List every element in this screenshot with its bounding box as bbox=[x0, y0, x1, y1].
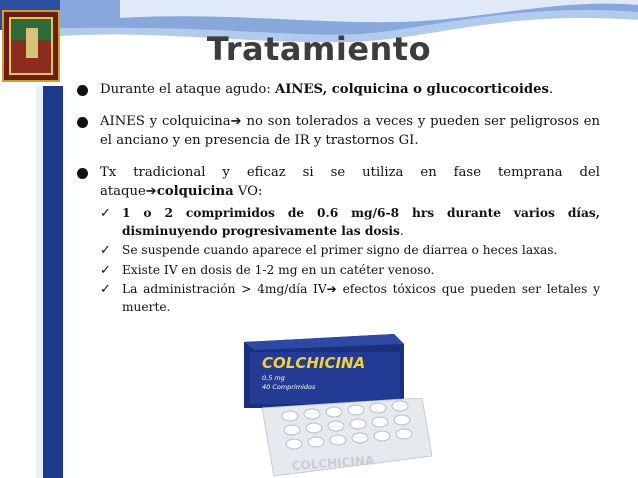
blister-product-text: COLCHICINA bbox=[291, 453, 375, 473]
checkmark-icon: ✓ bbox=[100, 282, 111, 297]
bullet-text-end: . bbox=[548, 82, 554, 97]
bullet-text: Durante el ataque agudo: bbox=[100, 82, 276, 97]
subbullet-iv bbox=[78, 262, 600, 280]
subbullet-toxic bbox=[78, 281, 600, 316]
slide-content bbox=[78, 80, 600, 316]
bullet-dot-icon bbox=[77, 168, 88, 179]
subbullet-suspend bbox=[78, 242, 600, 260]
subbullet-text: Existe IV en dosis de 1-2 mg en un catéter venoso. bbox=[122, 262, 435, 277]
bullet-dot-icon bbox=[77, 117, 88, 128]
checkmark-icon: ✓ bbox=[100, 262, 111, 278]
blister-pack-image bbox=[262, 398, 432, 478]
box-count: 40 Comprimidos bbox=[262, 383, 316, 391]
left-accent-bar bbox=[43, 86, 63, 478]
bullet-bold: AINES, colquicina o glucocorticoides bbox=[275, 82, 549, 97]
bullet-acute-attack bbox=[78, 80, 600, 99]
colchicine-box-image bbox=[244, 334, 404, 408]
subbullet-bold: 1 o 2 comprimidos de 0.6 mg/6-8 hrs durante varios días, disminuyendo progresivamente las dosis bbox=[122, 206, 600, 238]
bullet-bold: colquicina bbox=[156, 184, 234, 199]
bullet-text: Tx tradicional y eficaz si se utiliza en fase temprana del ataque➔ bbox=[100, 165, 600, 199]
bullet-dot-icon bbox=[77, 85, 88, 96]
bullet-aines-colchicine bbox=[78, 112, 600, 150]
slide-title: Tratamiento bbox=[206, 30, 432, 68]
bullet-text-end: VO: bbox=[233, 184, 263, 199]
box-dose: 0,5 mg bbox=[262, 374, 285, 382]
subbullet-text: La administración > 4mg/día IV➔ efectos tóxicos que pueden ser letales y muerte. bbox=[122, 282, 600, 314]
left-accent-light bbox=[36, 86, 43, 478]
checkmark-icon: ✓ bbox=[100, 206, 111, 221]
subbullet-text: Se suspende cuando aparece el primer signo de diarrea o heces laxas. bbox=[122, 243, 558, 257]
bullet-text: AINES y colquicina➔ no son tolerados a veces y pueden ser peligrosos en el anciano y en presencia de IR y trastornos GI. bbox=[100, 114, 600, 148]
box-product-name: COLCHICINA bbox=[262, 354, 366, 372]
subbullet-dose bbox=[78, 205, 600, 240]
bullet-traditional-tx bbox=[78, 163, 600, 201]
checkmark-icon: ✓ bbox=[100, 243, 111, 258]
subbullet-text-end: . bbox=[399, 223, 404, 238]
